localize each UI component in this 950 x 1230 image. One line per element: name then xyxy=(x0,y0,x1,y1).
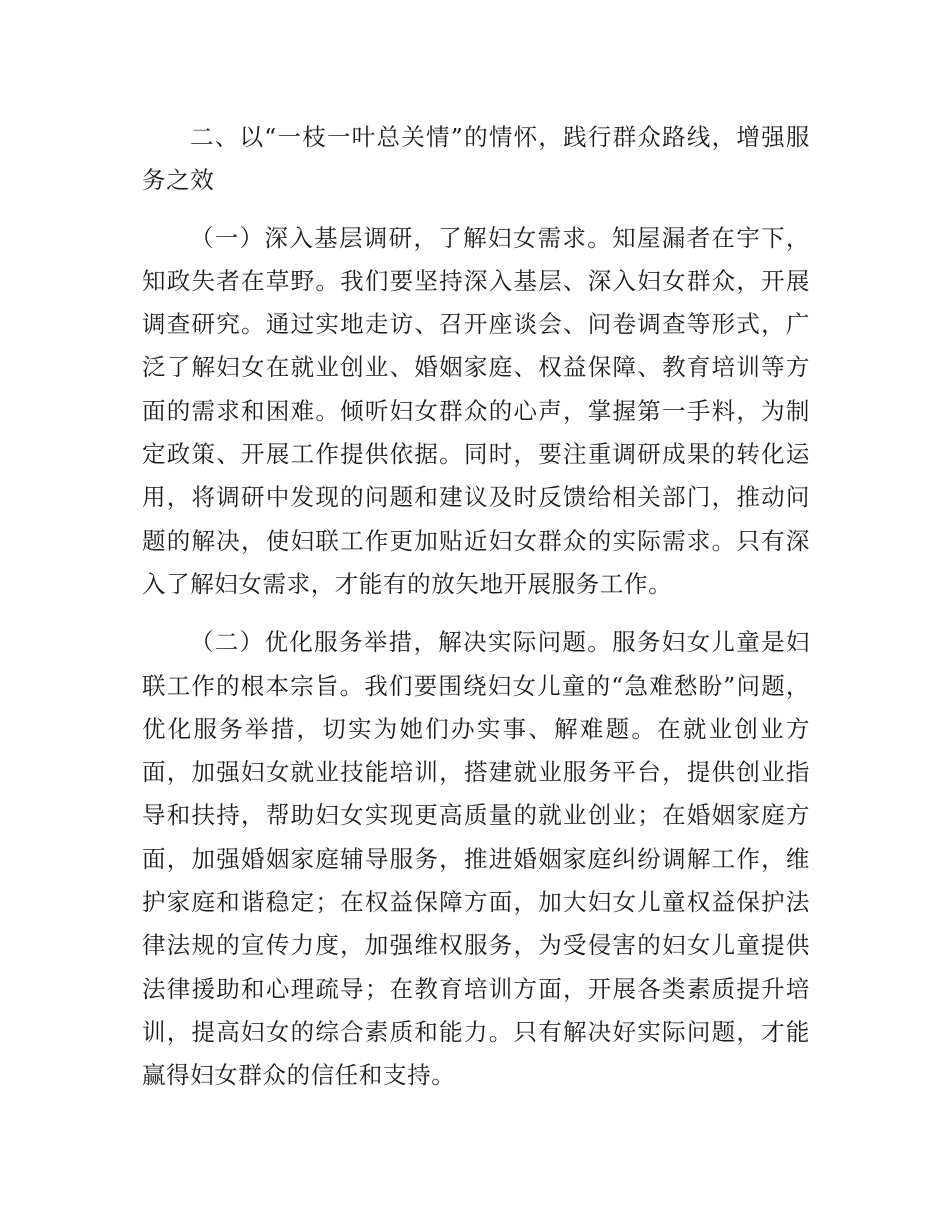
paragraph-1: （一）深入基层调研，了解妇女需求。知屋漏者在宇下，知政失者在草野。我们要坚持深入基层、深入妇女群众，开展调查研究。通过实地走访、召开座谈会、问卷调查等形式，广泛了解妇女在就业创业、婚姻家庭、权益保障、教育培训等方面的需求和困难。倾听妇女群众的心声，掌握第一手料，为制定政策、开展工作提供依据。同时，要注重调研成果的转化运用，将调研中发现的问题和建议及时反馈给相关部门，推动问题的解决，使妇联工作更加贴近妇女群众的实际需求。只有深入了解妇女需求，才能有的放矢地开展服务工作。 xyxy=(142,223,810,598)
document-body xyxy=(142,116,810,1113)
paragraph-2: （二）优化服务举措，解决实际问题。服务妇女儿童是妇联工作的根本宗旨。我们要围绕妇女儿童的“急难愁盼”问题，优化服务举措，切实为她们办实事、解难题。在就业创业方面，加强妇女就业技能培训，搭建就业服务平台，提供创业指导和扶持，帮助妇女实现更高质量的就业创业；在婚姻家庭方面，加强婚姻家庭辅导服务，推进婚姻家庭纠纷调解工作，维护家庭和谐稳定；在权益保障方面，加大妇女儿童权益保护法律法规的宣传力度，加强维权服务，为受侵害的妇女儿童提供法律援助和心理疏导；在教育培训方面，开展各类素质提升培训，提高妇女的综合素质和能力。只有解决好实际问题，才能赢得妇女群众的信任和支持。 xyxy=(142,628,810,1090)
section-heading: 二、以“一枝一叶总关情”的情怀，践行群众路线，增强服务之效 xyxy=(142,123,810,195)
